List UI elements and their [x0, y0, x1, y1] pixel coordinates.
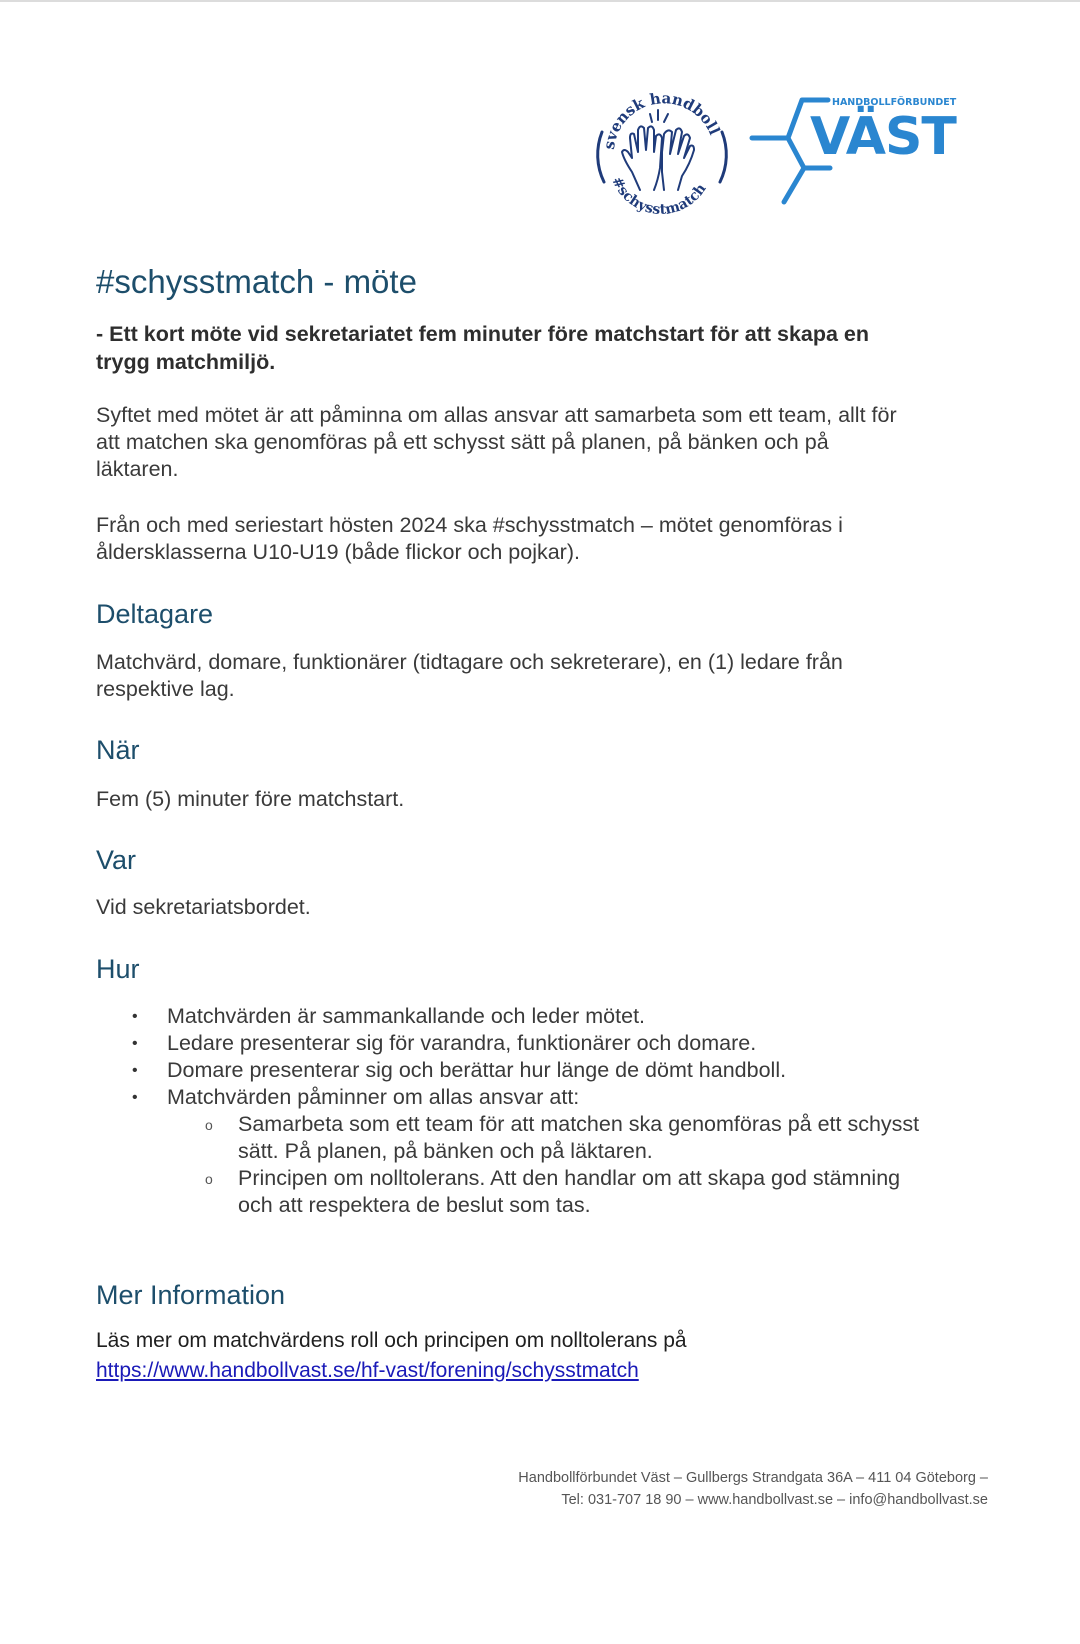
handbollforbundet-vast-logo	[748, 96, 988, 220]
paragraph-line: Syftet med mötet är att påminna om allas ansvar att samarbeta som ett team, allt för	[96, 403, 897, 427]
logo-bottom-text: #schysstmatch	[608, 174, 710, 218]
sub-list-item: Principen om nolltolerans. Att den handlar om att skapa god stämning	[238, 1166, 901, 1190]
page-title: #schysstmatch - möte	[96, 263, 417, 300]
svensk-handboll-logo	[592, 72, 732, 222]
list-item: Ledare presenterar sig för varandra, funktionärer och domare.	[167, 1031, 757, 1055]
sub-bullet-marker: o	[205, 1117, 213, 1133]
list-item: Matchvärden påminner om allas ansvar att:	[167, 1085, 580, 1109]
intro-paragraph-purpose	[96, 402, 897, 483]
sub-list-item: Samarbeta som ett team för att matchen ska genomföras på ett schysst	[238, 1112, 920, 1136]
logo-top-text: svensk handboll	[599, 89, 724, 151]
bullet-marker: •	[132, 1008, 138, 1025]
paragraph-line: Matchvärd, domare, funktionärer (tidtagare och sekreterare), en (1) ledare från	[96, 650, 843, 674]
paragraph-line: att matchen ska genomföras på ett schysst sätt på planen, på bänken och på	[96, 430, 829, 454]
footer-address: Handbollförbundet Väst – Gullbergs Strandgata 36A – 411 04 Göteborg –	[518, 1470, 988, 1486]
bullet-marker: •	[132, 1035, 138, 1052]
footer-contact: Tel: 031-707 18 90 – www.handbollvast.se – info@handbollvast.se	[561, 1492, 988, 1508]
top-divider	[0, 0, 1080, 2]
paragraph-line: Från och med seriestart hösten 2024 ska #schysstmatch – mötet genomföras i	[96, 513, 843, 537]
sub-list-item-continuation: och att respektera de beslut som tas.	[238, 1193, 591, 1217]
paragraph-line: läktaren.	[96, 457, 179, 481]
lead-line: - Ett kort möte vid sekretariatet fem minuter före matchstart för att skapa en	[96, 322, 870, 346]
heading-nar: När	[96, 735, 140, 765]
bullet-marker: •	[132, 1062, 138, 1079]
lead-paragraph	[96, 320, 869, 376]
paragraph-line: åldersklasserna U10-U19 (både flickor och pojkar).	[96, 540, 580, 564]
heading-deltagare: Deltagare	[96, 599, 214, 629]
schysstmatch-link[interactable]: https://www.handbollvast.se/hf-vast/forening/schysstmatch	[96, 1359, 639, 1382]
bullet-marker: •	[132, 1089, 138, 1106]
nar-text: Fem (5) minuter före matchstart.	[96, 787, 405, 811]
deltagare-text	[96, 649, 843, 703]
paragraph-line: respektive lag.	[96, 677, 235, 701]
list-item: Domare presenterar sig och berättar hur länge de dömt handboll.	[167, 1058, 787, 1082]
heading-var: Var	[96, 845, 137, 875]
logo-big-text: VÄST	[810, 107, 956, 167]
mer-information-text: Läs mer om matchvärdens roll och principen om nolltolerans på	[96, 1329, 687, 1352]
high-five-hands-icon	[622, 110, 694, 190]
sub-bullet-marker: o	[205, 1171, 213, 1187]
heading-mer-information: Mer Information	[96, 1280, 286, 1310]
logo-small-text: HANDBOLLFÖRBUNDET	[832, 97, 957, 108]
lead-line: trygg matchmiljö.	[96, 350, 276, 374]
heading-hur: Hur	[96, 954, 140, 984]
intro-paragraph-season	[96, 512, 843, 566]
var-text: Vid sekretariatsbordet.	[96, 895, 311, 919]
list-item: Matchvärden är sammankallande och leder mötet.	[167, 1004, 646, 1028]
sub-list-item-continuation: sätt. På planen, på bänken och på läktaren.	[238, 1139, 653, 1163]
